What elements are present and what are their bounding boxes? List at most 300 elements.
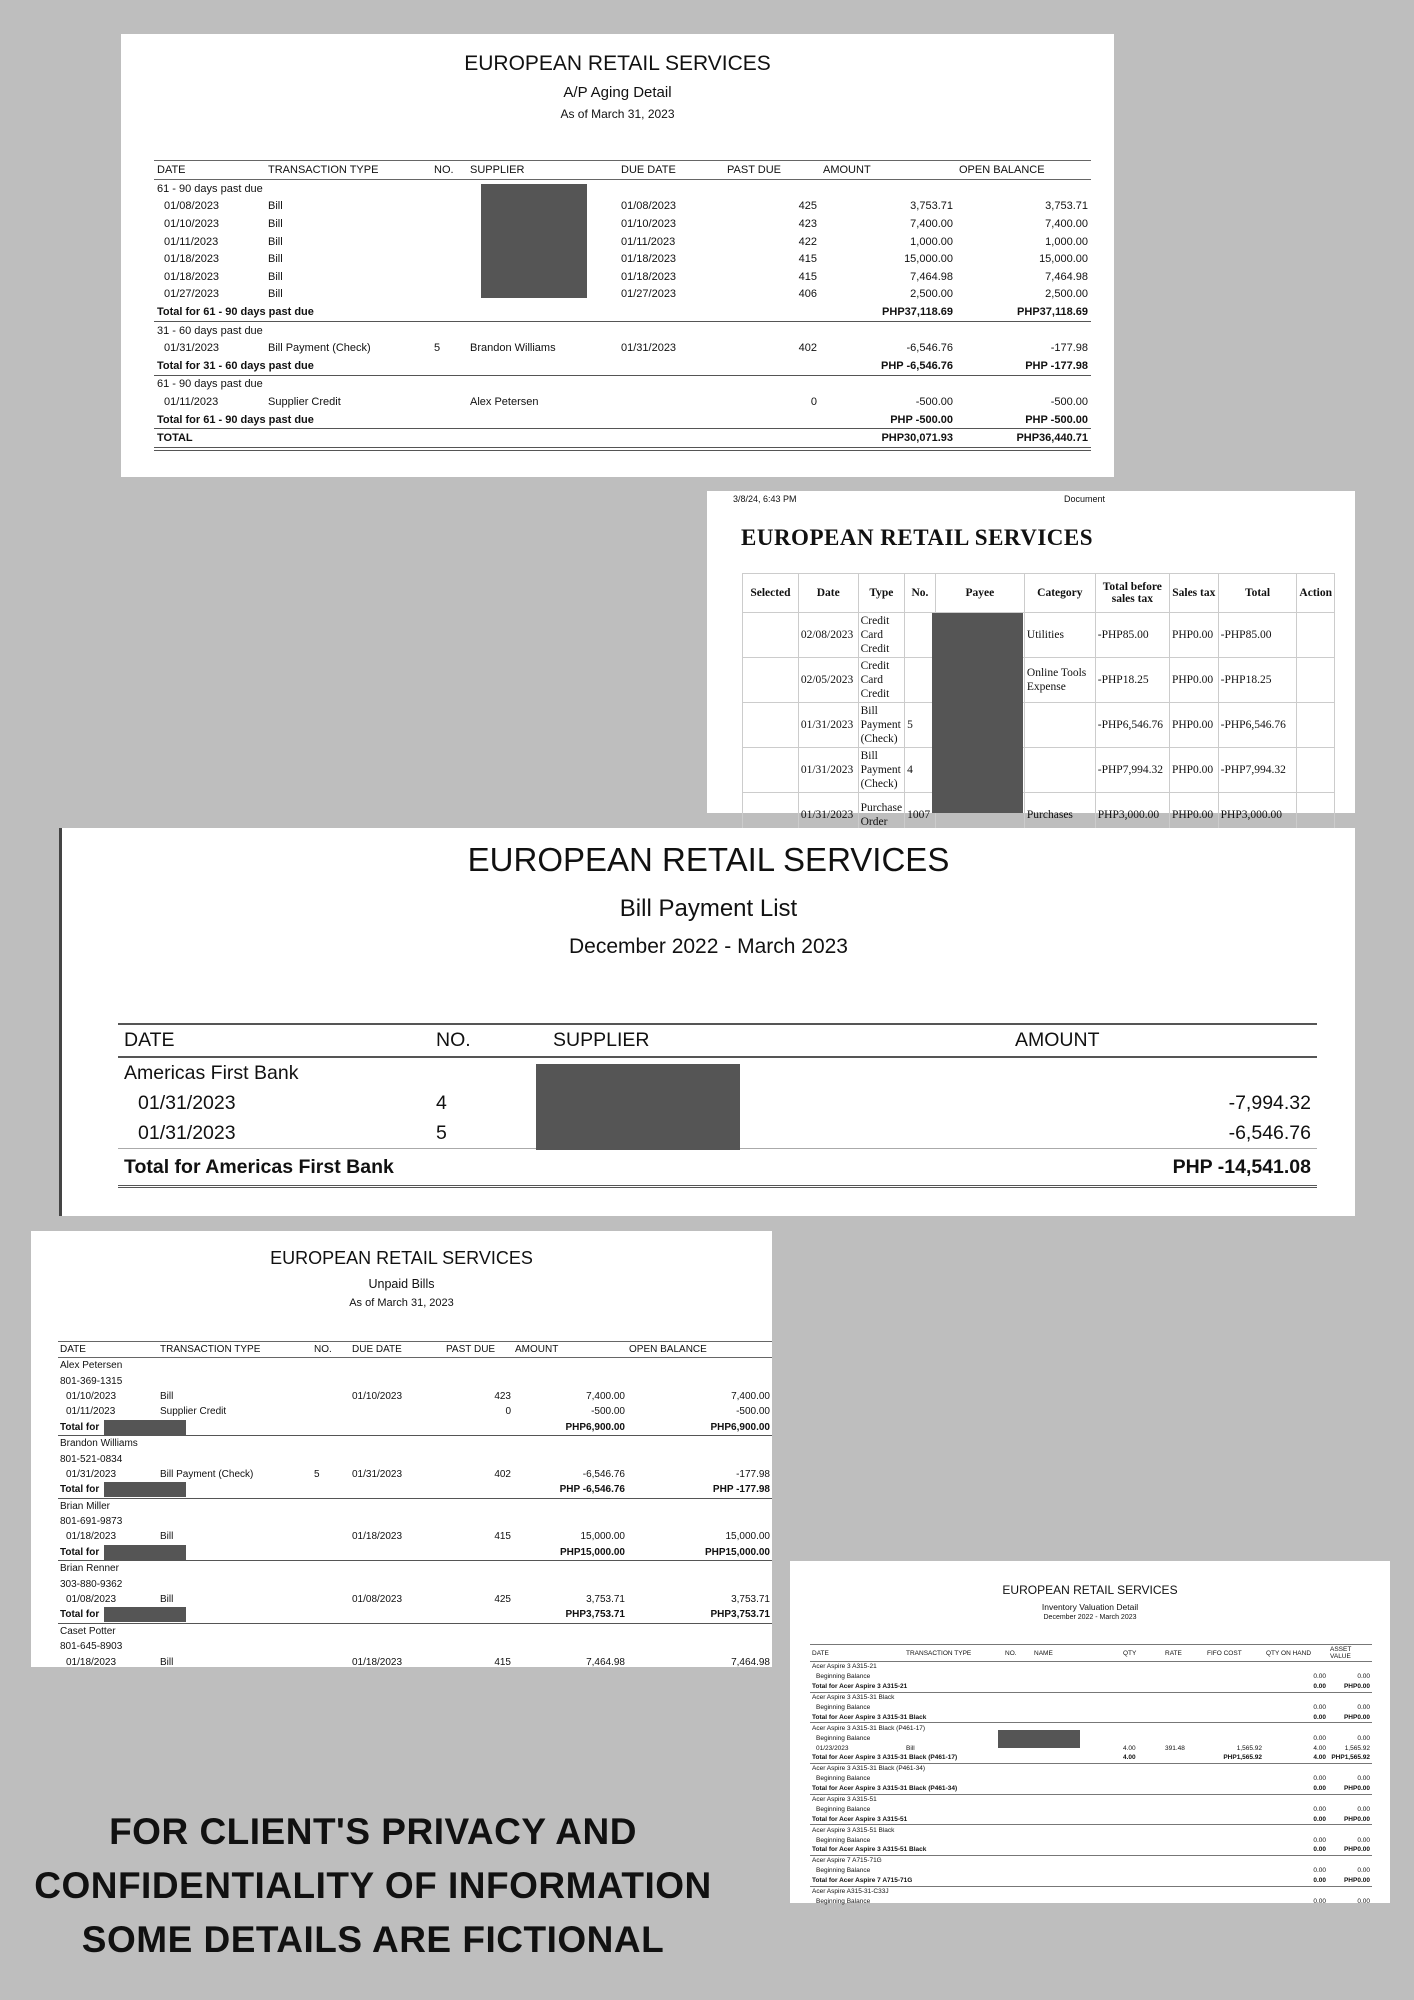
col-past-due: PAST DUE — [444, 1342, 513, 1358]
total-label: Total for Acer Aspire 3 A315-31 Black — [810, 1712, 1121, 1722]
beginning-balance-row — [810, 1733, 1372, 1743]
table-cell — [1024, 748, 1095, 793]
col-amount: AMOUNT — [1009, 1024, 1317, 1057]
group-label: 61 - 90 days past due — [157, 182, 263, 195]
table-cell: -177.98 — [1050, 342, 1088, 355]
total-qty: 4.00 — [1121, 1753, 1163, 1763]
table-cell — [431, 233, 467, 251]
total-rate — [1163, 1814, 1205, 1824]
vendor-phone-row — [58, 1373, 772, 1388]
col-open-balance: OPEN BALANCE — [956, 161, 1091, 180]
table-cell: 3,753.71 — [731, 1594, 770, 1606]
report-date-range: December 2022 - March 2023 — [1043, 1614, 1137, 1621]
col-sales-tax: Sales tax — [1169, 574, 1218, 613]
vendor-phone: 801-691-9873 — [60, 1516, 123, 1528]
group-label: 61 - 90 days past due — [157, 378, 263, 391]
beginning-balance-row — [810, 1835, 1372, 1845]
col-no: NO. — [431, 161, 467, 180]
total-asset-value: PHP0.00 — [1328, 1814, 1372, 1824]
table-cell: -PHP6,546.76 — [1218, 703, 1297, 748]
table-cell: 01/18/2023 — [621, 253, 677, 266]
redaction-block — [104, 1545, 186, 1560]
company-name: EUROPEAN RETAIL SERVICES — [467, 841, 950, 878]
total-fifo-cost — [1205, 1876, 1264, 1886]
total-fifo-cost — [1205, 1682, 1264, 1692]
transactions-table — [742, 573, 1335, 838]
table-cell: 7,400.00 — [731, 1390, 770, 1402]
item-name: Acer Aspire A315-31-C33J — [812, 1888, 889, 1896]
item-name: Acer Aspire 3 A315-31 Black (P461-34) — [812, 1765, 926, 1773]
bill-payment-list-report — [59, 828, 1355, 1216]
table-cell: Credit Card Credit — [858, 613, 905, 658]
table-cell: -PHP7,994.32 — [1095, 748, 1169, 793]
unpaid-bills-report — [31, 1231, 772, 1667]
table-cell: 01/18/2023 — [621, 270, 677, 283]
table-cell — [312, 1389, 350, 1404]
table-cell: 01/18/2023 — [164, 253, 220, 266]
table-row — [154, 198, 1091, 216]
total-qty — [1121, 1712, 1163, 1722]
total-qty-on-hand: 0.00 — [1264, 1814, 1328, 1824]
beginning-balance-label: Beginning Balance — [816, 1775, 871, 1783]
report-date: As of March 31, 2023 — [560, 107, 675, 121]
table-cell: 01/18/2023 — [352, 1531, 403, 1543]
total-label: Total for Acer Aspire 3 A315-51 — [810, 1814, 1121, 1824]
table-cell: 01/31/2023 — [798, 703, 858, 748]
cell-asset-value: 0.00 — [1357, 1734, 1370, 1742]
beginning-balance-label: Beginning Balance — [816, 1867, 871, 1875]
redaction-block — [998, 1730, 1080, 1748]
vendor-row — [58, 1498, 772, 1514]
table-cell: 7,400.00 — [910, 217, 953, 230]
table-cell — [312, 1404, 350, 1419]
table-cell: PHP0.00 — [1169, 703, 1218, 748]
total-row — [810, 1814, 1372, 1824]
total-open-balance: PHP -500.00 — [956, 411, 1091, 429]
table-cell: 415 — [798, 253, 817, 266]
total-amount: PHP15,000.00 — [513, 1545, 627, 1561]
table-cell: Bill — [268, 200, 283, 213]
report-title: A/P Aging Detail — [563, 84, 672, 101]
item-row — [810, 1794, 1372, 1804]
company-name: EUROPEAN RETAIL SERVICES — [741, 525, 1094, 550]
total-amount: PHP37,118.69 — [820, 303, 956, 321]
table-row — [154, 233, 1091, 251]
total-label: Total for 61 - 90 days past due — [154, 411, 820, 429]
table-cell — [1297, 658, 1335, 703]
table-cell: 01/27/2023 — [621, 288, 677, 301]
col-no: No. — [905, 574, 936, 613]
col-category: Category — [1024, 574, 1095, 613]
table-cell: 15,000.00 — [725, 1531, 770, 1543]
total-qty — [1121, 1814, 1163, 1824]
total-amount: PHP3,753.71 — [513, 1607, 627, 1623]
table-cell: 3,753.71 — [910, 200, 953, 213]
total-row — [58, 1545, 772, 1561]
item-row — [810, 1825, 1372, 1835]
col-date: Date — [798, 574, 858, 613]
item-name: Acer Aspire 3 A315-21 — [812, 1663, 877, 1671]
report-title: Inventory Valuation Detail — [1041, 1602, 1139, 1612]
table-cell: 02/08/2023 — [798, 613, 858, 658]
table-cell: 2,500.00 — [910, 288, 953, 301]
table-cell: Credit Card Credit — [858, 658, 905, 703]
table-cell — [905, 658, 936, 703]
table-cell — [905, 613, 936, 658]
beginning-balance-label: Beginning Balance — [816, 1805, 871, 1813]
table-cell — [312, 1529, 350, 1544]
notice-line-1: FOR CLIENT'S PRIVACY AND — [109, 1811, 637, 1852]
table-cell: 01/18/2023 — [352, 1656, 403, 1668]
table-row — [154, 339, 1091, 357]
total-asset-value: PHP0.00 — [1328, 1682, 1372, 1692]
total-label: Total for 31 - 60 days past due — [154, 357, 820, 375]
total-label: Total for Acer Aspire 7 A715-71G — [810, 1876, 1121, 1886]
table-cell: Bill — [268, 217, 283, 230]
total-fifo-cost: PHP1,565.92 — [1205, 1753, 1264, 1763]
col-total: Total — [1218, 574, 1297, 613]
beginning-balance-row — [810, 1804, 1372, 1814]
total-open-balance: PHP -177.98 — [627, 1482, 772, 1498]
total-row — [810, 1845, 1372, 1855]
col-qty-on-hand: QTY ON HAND — [1264, 1645, 1328, 1662]
col-name: NAME — [1032, 1645, 1121, 1662]
privacy-notice — [0, 1805, 746, 1967]
col-qty: QTY — [1121, 1645, 1163, 1662]
vendor-row — [58, 1358, 772, 1374]
table-cell: Purchase Order — [858, 793, 905, 838]
table-cell: Bill — [268, 270, 283, 283]
total-rate — [1163, 1845, 1205, 1855]
col-type: TRANSACTION TYPE — [904, 1645, 1003, 1662]
transactions-header-row — [743, 574, 1335, 613]
total-fifo-cost — [1205, 1814, 1264, 1824]
table-cell — [743, 613, 799, 658]
cell-asset-value: 0.00 — [1357, 1673, 1370, 1681]
total-row — [810, 1784, 1372, 1794]
table-cell: 01/27/2023 — [164, 288, 220, 301]
item-name: Acer Aspire 3 A315-51 — [812, 1796, 877, 1804]
cell-date: 01/31/2023 — [138, 1091, 236, 1114]
table-cell: Bill — [268, 253, 283, 266]
table-row — [58, 1404, 772, 1419]
cell-asset-value: 0.00 — [1357, 1805, 1370, 1813]
ap-aging-report — [121, 34, 1114, 477]
table-cell: -PHP7,994.32 — [1218, 748, 1297, 793]
item-row — [810, 1855, 1372, 1865]
total-row — [810, 1753, 1372, 1763]
table-row — [58, 1529, 772, 1544]
table-row — [58, 1467, 772, 1482]
total-label: TOTAL — [154, 429, 820, 449]
table-cell: 0 — [810, 395, 817, 408]
table-cell: -PHP18.25 — [1218, 658, 1297, 703]
print-timestamp: 3/8/24, 6:43 PM — [733, 494, 797, 504]
table-cell: 5 — [434, 342, 441, 355]
table-cell: 7,400.00 — [1045, 217, 1088, 230]
total-qty-on-hand: 0.00 — [1264, 1784, 1328, 1794]
table-cell: 01/11/2023 — [621, 235, 676, 248]
beginning-balance-row — [810, 1703, 1372, 1713]
total-asset-value: PHP0.00 — [1328, 1876, 1372, 1886]
table-cell: Utilities — [1024, 613, 1095, 658]
beginning-balance-row — [810, 1896, 1372, 1906]
table-cell: 01/08/2023 — [66, 1594, 117, 1606]
vendor-row — [58, 1561, 772, 1577]
vendor-phone-row — [58, 1576, 772, 1591]
cell-qty: 4.00 — [1123, 1744, 1136, 1752]
vendor-phone: 303-880-9362 — [60, 1578, 123, 1590]
col-asset-value: ASSET VALUE — [1328, 1645, 1372, 1662]
table-cell: 01/31/2023 — [66, 1468, 117, 1480]
cell-no: 5 — [436, 1121, 447, 1144]
cell-qty-on-hand: 0.00 — [1313, 1836, 1326, 1844]
cell-date: 01/31/2023 — [138, 1121, 236, 1144]
total-asset-value: PHP0.00 — [1328, 1712, 1372, 1722]
table-cell — [312, 1592, 350, 1607]
total-row — [154, 303, 1091, 321]
item-name: Acer Aspire 7 A715-71G — [812, 1857, 882, 1865]
table-cell: Alex Petersen — [470, 395, 539, 408]
table-row — [58, 1654, 772, 1669]
table-cell: -PHP18.25 — [1095, 658, 1169, 703]
total-label: Total for Acer Aspire 3 A315-31 Black (P461-17) — [810, 1753, 1121, 1763]
table-cell: -6,546.76 — [906, 342, 953, 355]
table-cell: Brandon Williams — [470, 342, 556, 355]
col-fifo-cost: FIFO COST — [1205, 1645, 1264, 1662]
group-row — [154, 375, 1091, 393]
total-asset-value: PHP0.00 — [1328, 1845, 1372, 1855]
table-cell: Purchases — [1024, 793, 1095, 838]
table-cell: 7,464.98 — [731, 1656, 770, 1668]
table-cell: 01/31/2023 — [798, 748, 858, 793]
table-cell: 01/10/2023 — [66, 1390, 117, 1402]
table-cell — [1024, 703, 1095, 748]
table-cell: 7,464.98 — [910, 270, 953, 283]
vendor-row — [58, 1623, 772, 1639]
item-row — [810, 1886, 1372, 1896]
table-cell: 2,500.00 — [1045, 288, 1088, 301]
table-cell — [743, 658, 799, 703]
cell-asset-value: 0.00 — [1357, 1897, 1370, 1905]
total-amount: PHP30,071.93 — [820, 429, 956, 449]
col-due-date: DUE DATE — [350, 1342, 444, 1358]
table-cell: -500.00 — [736, 1406, 770, 1418]
redaction-block — [104, 1482, 186, 1497]
table-cell: PHP3,000.00 — [1218, 793, 1297, 838]
total-open-balance: PHP -177.98 — [956, 357, 1091, 375]
table-cell: Bill — [160, 1390, 174, 1402]
cell-qty-on-hand: 0.00 — [1313, 1734, 1326, 1742]
col-type: Type — [858, 574, 905, 613]
total-open-balance: PHP3,753.71 — [627, 1607, 772, 1623]
company-name: EUROPEAN RETAIL SERVICES — [1002, 1583, 1178, 1597]
redaction-block — [104, 1420, 186, 1435]
total-row — [58, 1420, 772, 1436]
table-cell: Bill — [160, 1594, 174, 1606]
table-cell: 3,753.71 — [586, 1594, 625, 1606]
table-row — [154, 268, 1091, 286]
cell-asset-value: 0.00 — [1357, 1775, 1370, 1783]
col-type: TRANSACTION TYPE — [158, 1342, 312, 1358]
total-amount: PHP -14,541.08 — [1009, 1149, 1317, 1187]
total-qty-on-hand: 0.00 — [1264, 1845, 1328, 1855]
total-rate — [1163, 1753, 1205, 1763]
vendor-phone-row — [58, 1451, 772, 1466]
total-label: Total for 61 - 90 days past due — [154, 303, 820, 321]
total-amount: PHP -6,546.76 — [820, 357, 956, 375]
table-cell: 01/31/2023 — [798, 793, 858, 838]
table-cell: 1007 — [905, 793, 936, 838]
unpaid-header-row — [58, 1342, 772, 1358]
total-open-balance: PHP15,000.00 — [627, 1545, 772, 1561]
table-cell: -500.00 — [591, 1406, 625, 1418]
table-cell: Bill — [160, 1656, 174, 1668]
total-row — [810, 1876, 1372, 1886]
table-cell — [431, 268, 467, 286]
col-payee: Payee — [935, 574, 1024, 613]
cell-asset-value: 0.00 — [1357, 1704, 1370, 1711]
table-cell: Supplier Credit — [160, 1406, 227, 1418]
cell-qty-on-hand: 4.00 — [1313, 1744, 1326, 1752]
aging-table — [154, 160, 1091, 451]
table-cell: Bill Payment (Check) — [858, 748, 905, 793]
cell-qty-on-hand: 0.00 — [1313, 1775, 1326, 1783]
group-name: Americas First Bank — [124, 1061, 299, 1084]
table-cell: 01/08/2023 — [352, 1594, 403, 1606]
col-past-due: PAST DUE — [724, 161, 820, 180]
beginning-balance-row — [810, 1866, 1372, 1876]
table-cell: PHP0.00 — [1169, 613, 1218, 658]
bill-payment-header-row — [118, 1024, 1317, 1057]
table-cell: 02/05/2023 — [798, 658, 858, 703]
total-row — [58, 1482, 772, 1498]
total-label: Total for Acer Aspire 3 A315-51 Black — [810, 1845, 1121, 1855]
table-cell: 01/31/2023 — [352, 1468, 403, 1480]
table-cell: 01/18/2023 — [164, 270, 220, 283]
total-fifo-cost — [1205, 1712, 1264, 1722]
beginning-balance-label: Beginning Balance — [816, 1734, 871, 1742]
col-due-date: DUE DATE — [618, 161, 724, 180]
table-cell: 01/31/2023 — [164, 342, 220, 355]
table-row — [58, 1592, 772, 1607]
cell-asset-value: 1,565.92 — [1344, 1744, 1370, 1752]
table-cell: 01/10/2023 — [352, 1390, 403, 1402]
beginning-balance-label: Beginning Balance — [816, 1673, 871, 1681]
vendor-phone-row — [58, 1639, 772, 1654]
table-cell: Supplier Credit — [268, 395, 341, 408]
table-cell: 7,464.98 — [1045, 270, 1088, 283]
table-cell: 425 — [798, 200, 817, 213]
table-cell: Bill — [268, 235, 283, 248]
col-supplier: SUPPLIER — [547, 1024, 1009, 1057]
table-cell: 415 — [798, 270, 817, 283]
table-cell: 01/08/2023 — [621, 200, 677, 213]
table-cell: 402 — [494, 1468, 511, 1480]
vendor-phone-row — [58, 1514, 772, 1529]
beginning-balance-label: Beginning Balance — [816, 1836, 871, 1844]
vendor-name: Alex Petersen — [60, 1360, 123, 1372]
report-title: Unpaid Bills — [368, 1277, 435, 1291]
col-open-balance: OPEN BALANCE — [627, 1342, 772, 1358]
col-supplier: SUPPLIER — [467, 161, 618, 180]
table-cell: -PHP6,546.76 — [1095, 703, 1169, 748]
total-qty — [1121, 1876, 1163, 1886]
vendor-name: Brian Renner — [60, 1563, 119, 1575]
col-action: Action — [1297, 574, 1335, 613]
table-cell — [1297, 703, 1335, 748]
table-cell: 01/08/2023 — [164, 200, 220, 213]
table-cell — [743, 703, 799, 748]
total-qty-on-hand: 4.00 — [1264, 1753, 1328, 1763]
table-cell: 7,400.00 — [586, 1390, 625, 1402]
inventory-valuation-report — [790, 1561, 1390, 1903]
table-cell: 7,464.98 — [586, 1656, 625, 1668]
cell-qty-on-hand: 0.00 — [1313, 1673, 1326, 1681]
report-title: Bill Payment List — [619, 895, 798, 922]
table-row — [154, 393, 1091, 411]
table-cell — [431, 198, 467, 216]
total-rate — [1163, 1784, 1205, 1794]
col-rate: RATE — [1163, 1645, 1205, 1662]
col-date: DATE — [58, 1342, 158, 1358]
total-rate — [1163, 1876, 1205, 1886]
table-cell: Bill — [268, 288, 283, 301]
table-cell: 01/18/2023 — [66, 1656, 117, 1668]
notice-line-3: SOME DETAILS ARE FICTIONAL — [81, 1919, 665, 1960]
table-cell — [431, 250, 467, 268]
item-row — [810, 1723, 1372, 1733]
transactions-printout — [707, 491, 1355, 828]
total-amount: PHP6,900.00 — [513, 1420, 627, 1436]
table-cell — [618, 393, 724, 411]
report-date: As of March 31, 2023 — [349, 1297, 454, 1309]
table-cell — [431, 286, 467, 304]
aging-header-row — [154, 161, 1091, 180]
table-cell: -PHP85.00 — [1095, 613, 1169, 658]
total-qty-on-hand: 0.00 — [1264, 1876, 1328, 1886]
table-cell: 415 — [494, 1656, 511, 1668]
total-qty — [1121, 1784, 1163, 1794]
table-cell: 15,000.00 — [1039, 253, 1088, 266]
table-cell: 01/10/2023 — [164, 217, 220, 230]
cell-amount: -7,994.32 — [1228, 1091, 1311, 1114]
total-row — [118, 1149, 1317, 1187]
total-qty-on-hand: 0.00 — [1264, 1682, 1328, 1692]
table-cell: 406 — [798, 288, 817, 301]
vendor-name: Caset Potter — [60, 1625, 116, 1637]
table-cell: 01/18/2023 — [66, 1531, 117, 1543]
table-row — [154, 250, 1091, 268]
table-cell — [350, 1404, 444, 1419]
total-open-balance: PHP36,440.71 — [956, 429, 1091, 449]
table-cell: 5 — [905, 703, 936, 748]
total-row — [810, 1712, 1372, 1722]
table-cell: Bill Payment (Check) — [268, 342, 371, 355]
table-row — [743, 703, 1335, 748]
col-date: DATE — [154, 161, 265, 180]
total-row — [58, 1607, 772, 1623]
table-cell: 01/11/2023 — [164, 235, 219, 248]
beginning-balance-row — [810, 1774, 1372, 1784]
cell-date: 01/23/2023 — [816, 1744, 849, 1752]
total-label: Total for Americas First Bank — [118, 1149, 1009, 1187]
table-cell — [743, 748, 799, 793]
table-cell: PHP0.00 — [1169, 658, 1218, 703]
vendor-name: Brandon Williams — [60, 1438, 138, 1450]
table-cell: 1,000.00 — [910, 235, 953, 248]
total-label: Total for — [58, 1420, 513, 1436]
